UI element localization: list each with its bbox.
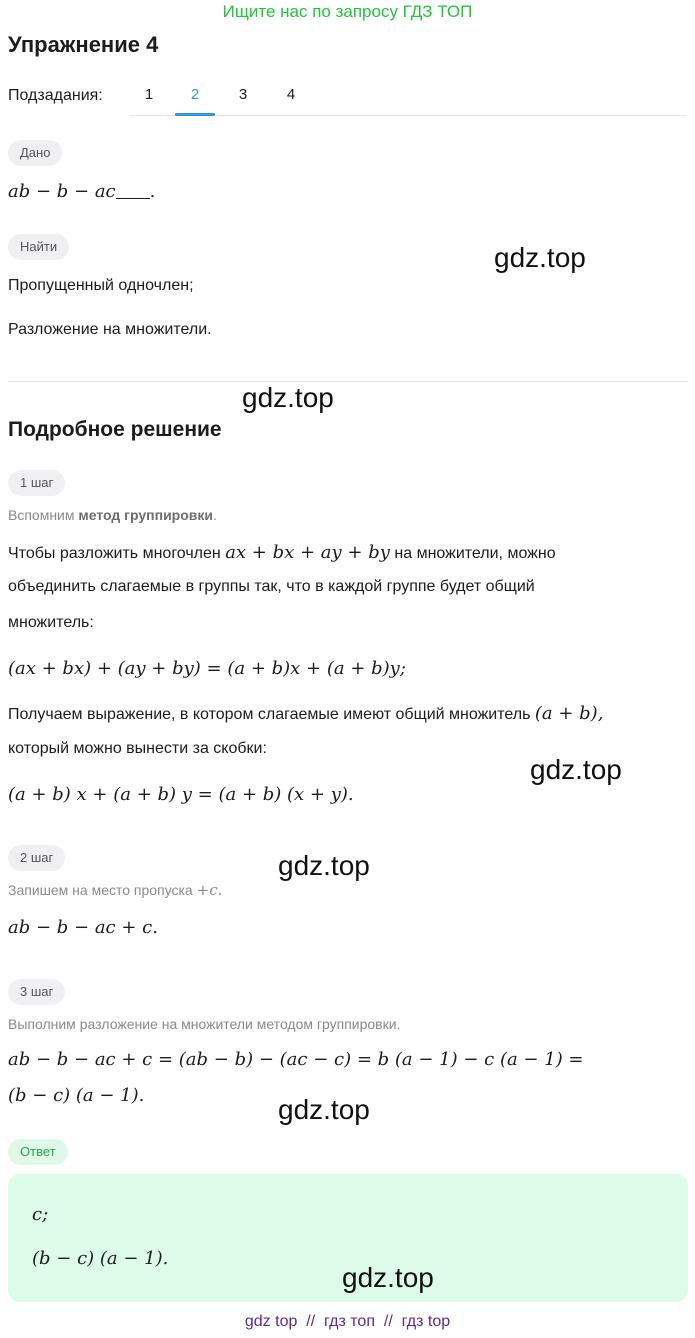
step-1-p1-a: Чтобы разложить многочлен	[8, 545, 226, 562]
step-3-hint: Выполним разложение на множители методом группировки.	[8, 1016, 401, 1032]
section-divider	[8, 381, 688, 382]
watermark: gdz.top	[242, 382, 334, 413]
blank-placeholder	[116, 198, 150, 199]
step-3-pill: 3 шаг	[8, 979, 65, 1005]
tab-subtask-2[interactable]: 2	[190, 86, 200, 103]
step-2-hint	[8, 881, 222, 899]
exercise-title: Упражнение 4	[8, 32, 159, 57]
find-pill: Найти	[8, 234, 69, 260]
step-3-equation-line-1: ab − b − ac + c = (ab − b) − (ac − c) = b (a − 1) − c (a − 1) =	[8, 1049, 584, 1070]
step-1-p1-math: ax + bx + ay + by	[225, 542, 390, 563]
step-2-equation: ab − b − ac + c.	[8, 917, 158, 938]
tab-subtask-4[interactable]: 4	[286, 86, 296, 103]
step-1-hint-bold: метод группировки	[78, 507, 214, 523]
tab-subtask-1[interactable]: 1	[144, 86, 154, 103]
step-1-equation-2: (a + b) x + (a + b) y = (a + b) (x + y).	[8, 784, 354, 805]
step-1-hint-post: .	[213, 507, 217, 523]
step-1-pill: 1 шаг	[8, 470, 65, 496]
step-1-p2-math: (a + b),	[534, 703, 604, 724]
step-1-p2-a: Получаем выражение, в котором слагаемые имеют общий множитель	[8, 706, 535, 723]
watermark: gdz.top	[530, 754, 622, 785]
step-1-paragraph-2-line-2: который можно вынести за скобки:	[8, 740, 267, 757]
given-expression	[8, 181, 155, 202]
find-item-2: Разложение на множители.	[8, 321, 212, 338]
solution-title: Подробное решение	[8, 418, 222, 441]
step-1-equation-1: (ax + bx) + (ay + by) = (a + b)x + (a + b)y;	[8, 658, 406, 679]
answer-line-2: (b − c) (a − 1).	[32, 1248, 169, 1269]
step-1-hint	[8, 507, 217, 523]
watermark: gdz.top	[278, 1094, 370, 1125]
step-1-paragraph-1-line-2: объединить слагаемые в группы так, что в каждой группе будет общий	[8, 578, 535, 595]
subtasks-label: Подзадания:	[8, 87, 103, 104]
watermark: gdz.top	[278, 850, 370, 881]
given-pill: Дано	[8, 140, 62, 166]
step-1-paragraph-1	[8, 542, 556, 563]
step-1-paragraph-2	[8, 703, 603, 724]
step-2-hint-text: Запишем на место пропуска	[8, 882, 197, 898]
find-item-1: Пропущенный одночлен;	[8, 277, 194, 294]
answer-line-1: c;	[32, 1204, 49, 1225]
step-1-paragraph-1-line-3: множитель:	[8, 614, 94, 631]
step-1-p1-b: на множители, можно	[389, 545, 556, 562]
answer-pill: Ответ	[8, 1139, 68, 1165]
footer-links[interactable]: gdz top // гдз топ // гдз top	[244, 1313, 451, 1330]
given-expression-end: .	[149, 181, 156, 202]
active-tab-indicator	[175, 113, 215, 116]
watermark: gdz.top	[494, 242, 586, 273]
step-1-hint-pre: Вспомним	[8, 507, 79, 523]
search-banner: Ищите нас по запросу ГДЗ ТОП	[222, 2, 473, 21]
step-3-equation-line-2: (b − c) (a − 1).	[8, 1085, 145, 1106]
tab-subtask-3[interactable]: 3	[238, 86, 248, 103]
step-2-hint-math: +c.	[196, 881, 223, 899]
watermark: gdz.top	[342, 1262, 434, 1293]
step-2-pill: 2 шаг	[8, 845, 65, 871]
given-expression-text: ab − b − ac	[8, 181, 116, 202]
